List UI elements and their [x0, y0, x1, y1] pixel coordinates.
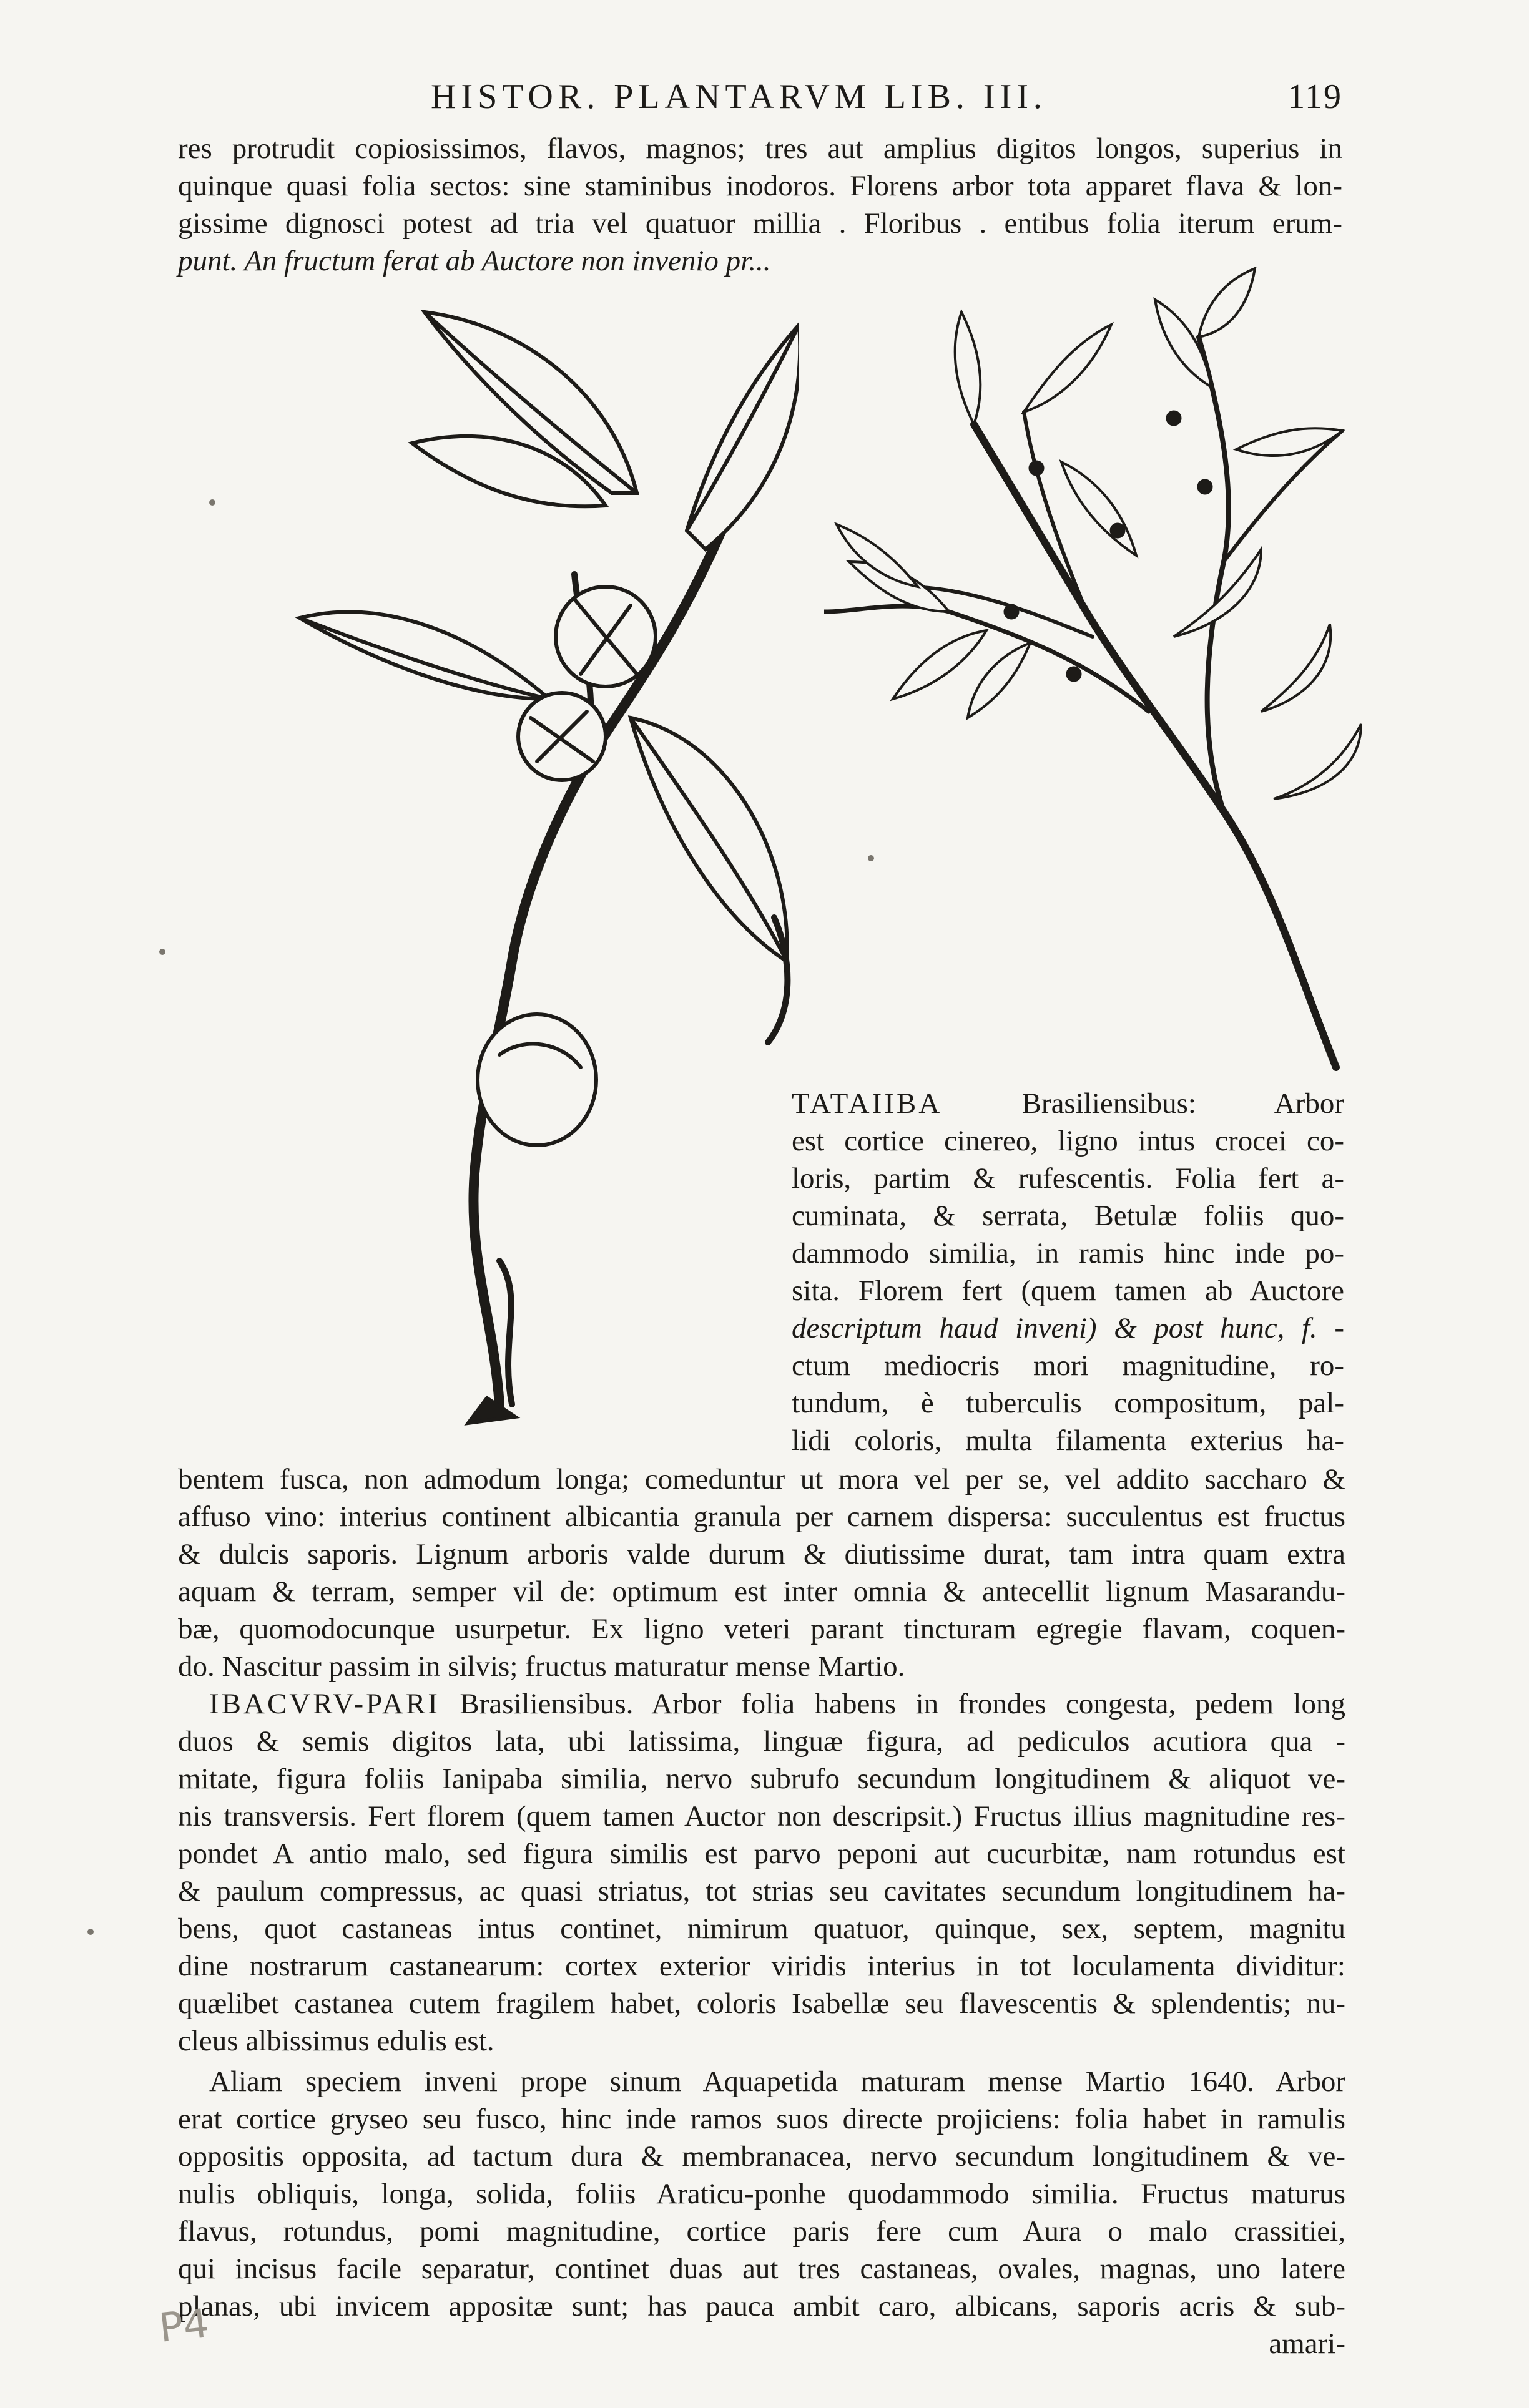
- text-line: gissime dignosci potest ad tria vel quatuor millia . Floribus . entibus folia iterum erum-: [178, 207, 1342, 240]
- paper-speck: [87, 1929, 94, 1935]
- text-line: quinque quasi folia sectos: sine staminibus inodoros. Florens arbor tota apparet flava & lon-: [178, 170, 1342, 202]
- text-line: mitate, figura foliis Ianipaba similia, nervo subrufo secundum longitudinem & aliquot ve-: [178, 1763, 1345, 1795]
- text-line: oppositis opposita, ad tactum dura & membranacea, nervo secundum longitudinem & ve-: [178, 2140, 1345, 2173]
- text-line: qui incisus facile separatur, continet duas aut tres castaneas, ovales, magnas, uno latere: [178, 2253, 1345, 2285]
- paper-speck: [209, 499, 215, 506]
- text-line: quælibet castanea cutem fragilem habet, coloris Isabellæ seu flavescentis & splendentis; nu-: [178, 1987, 1345, 2020]
- text-line: ctum mediocris mori magnitudine, ro-: [792, 1349, 1344, 1382]
- text-line: res protrudit copiosissimos, flavos, magnos; tres aut amplius digitos longos, superius in: [178, 132, 1342, 165]
- text-line: do. Nascitur passim in silvis; fructus maturatur mense Martio.: [178, 1650, 905, 1683]
- paper-speck: [159, 949, 165, 955]
- text-line: est cortice cinereo, ligno intus crocei co-: [792, 1125, 1344, 1157]
- text-line: lidi coloris, multa filamenta exterius ha-: [792, 1424, 1344, 1457]
- text-line: bæ, quomodocunque usurpetur. Ex ligno veteri parant tincturam egregie flavam, coquen-: [178, 1613, 1345, 1645]
- text-line: dammodo similia, in ramis hinc inde po-: [792, 1237, 1344, 1270]
- leafy-branch-woodcut-icon: [824, 262, 1374, 1086]
- entry-heading-ibacuru: IBACVRV-PARI: [209, 1688, 440, 1720]
- running-title: HISTOR. PLANTARVM LIB. III.: [431, 77, 1047, 116]
- page-number: 119: [1287, 77, 1342, 116]
- text-line: loris, partim & rufescentis. Folia fert a-: [792, 1162, 1344, 1195]
- text-line: bens, quot castaneas intus continet, nimirum quatuor, quinque, sex, septem, magnitu: [178, 1912, 1345, 1945]
- text-line: nulis obliquis, longa, solida, foliis Araticu-ponhe quodammodo similia. Fructus maturus: [178, 2178, 1345, 2210]
- text-line: dine nostrarum castanearum: cortex exterior viridis interius in tot loculamenta dividitur:: [178, 1950, 1345, 1982]
- text-line: descriptum haud inveni) & post hunc, f. -: [792, 1312, 1344, 1344]
- text-line: cuminata, & serrata, Betulæ foliis quo-: [792, 1200, 1344, 1232]
- paper-speck: [868, 855, 874, 861]
- text-line: cleus albissimus edulis est.: [178, 2025, 494, 2057]
- text-line: aquam & terram, semper vil de: optimum est inter omnia & antecellit lignum Masarandu-: [178, 1575, 1345, 1608]
- text-line: TATAIIBA Brasiliensibus: Arbor: [792, 1087, 1344, 1120]
- text-line: flavus, rotundus, pomi magnitudine, cortice paris fere cum Aura o malo crassitiei,: [178, 2215, 1345, 2248]
- fruit-branch-woodcut-icon: [175, 287, 799, 1442]
- text-line: & paulum compressus, ac quasi striatus, tot strias seu cavitates secundum longitudinem ha-: [178, 1875, 1345, 1907]
- catchword: amari-: [1269, 2327, 1345, 2360]
- entry-heading-tataiiba: TATAIIBA: [792, 1087, 943, 1120]
- pencil-margin-note: P4: [157, 2301, 211, 2352]
- text-line: sita. Florem fert (quem tamen ab Auctore: [792, 1275, 1344, 1307]
- text-line: bentem fusca, non admodum longa; comeduntur ut mora vel per se, vel addito saccharo &: [178, 1463, 1345, 1495]
- text-line: IBACVRV-PARI Brasiliensibus. Arbor folia habens in frondes congesta, pedem long: [209, 1688, 1345, 1720]
- text-line: duos & semis digitos lata, ubi latissima, linguæ figura, ad pediculos acutiora qua -: [178, 1725, 1345, 1758]
- text-line: erat cortice gryseo seu fusco, hinc inde ramos suos directe projiciens: folia habet in ramulis: [178, 2103, 1345, 2135]
- text-line: nis transversis. Fert florem (quem tamen Auctor non descripsit.) Fructus illius magnitudine res-: [178, 1800, 1345, 1833]
- running-header: [350, 75, 1361, 119]
- text-line: punt. An fructum ferat ab Auctore non invenio pr...: [178, 245, 771, 277]
- text-line: planas, ubi invicem appositæ sunt; has pauca ambit caro, albicans, saporis acris & sub-: [178, 2290, 1345, 2322]
- text-line: & dulcis saporis. Lignum arboris valde durum & diutissime durat, tam intra quam extra: [178, 1538, 1345, 1570]
- text-line: pondet A antio malo, sed figura similis est parvo peponi aut cucurbitæ, nam rotundus est: [178, 1838, 1345, 1870]
- text-line: Aliam speciem inveni prope sinum Aquapetida maturam mense Martio 1640. Arbor: [209, 2065, 1345, 2098]
- text-line: tundum, è tuberculis compositum, pal-: [792, 1387, 1344, 1419]
- text-line: affuso vino: interius continent albicantia granula per carnem dispersa: succulentus est fructus: [178, 1500, 1345, 1533]
